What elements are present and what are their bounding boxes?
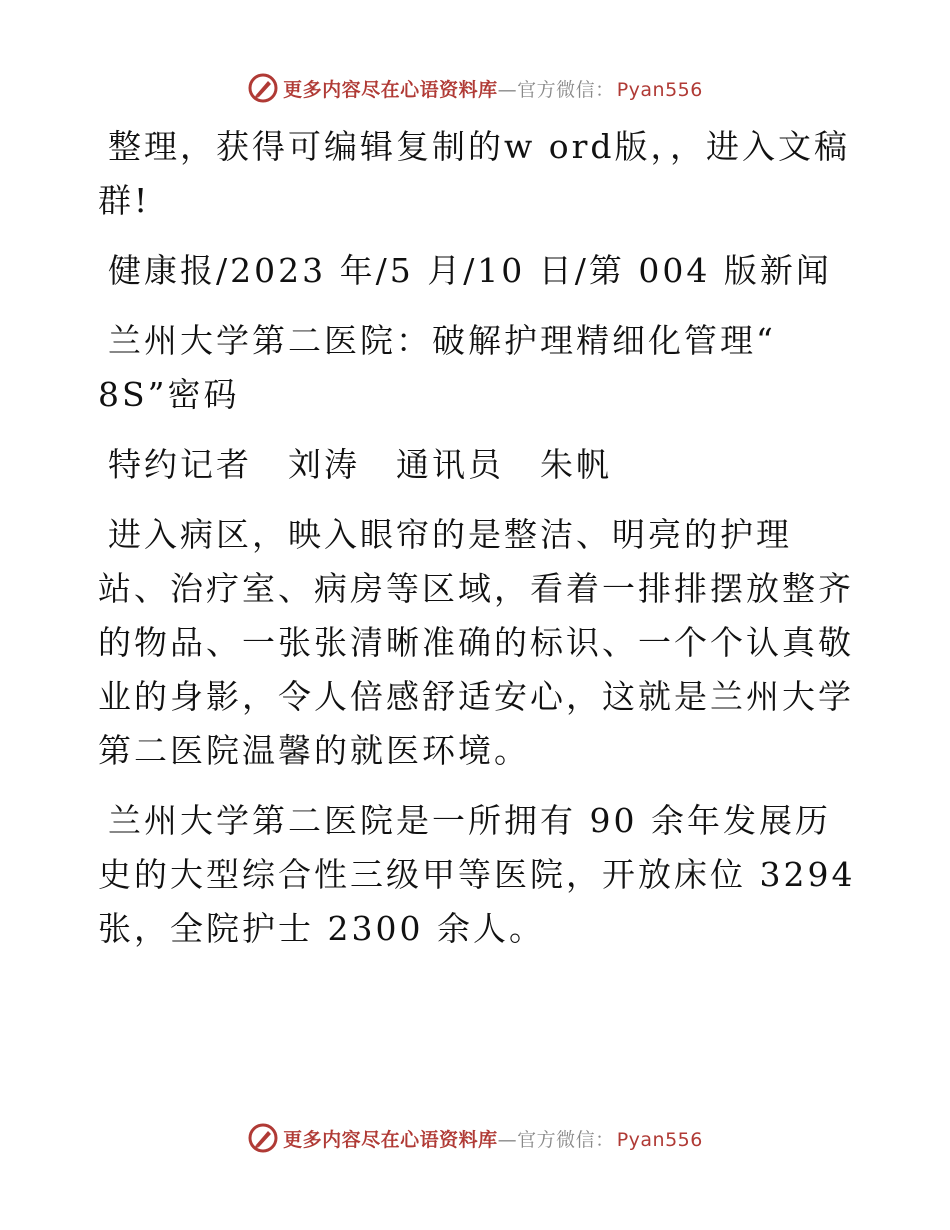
article-title: 兰州大学第二医院：破解护理精细化管理“ 8S”密码 [98, 321, 776, 414]
watermark-text: 更多内容尽在心语资料库—官方微信： Pyan556 [283, 78, 703, 101]
paragraph-byline: 特约记者 刘涛 通讯员 朱帆 [108, 445, 612, 484]
document-body [98, 120, 858, 972]
watermark-header [0, 72, 950, 104]
paragraph-body-2: 兰州大学第二医院是一所拥有 90 余年发展历史的大型综合性三级甲等医院，开放床位 3294 张，全院护士 2300 余人。 [98, 801, 856, 948]
paragraph-intro: 整理，获得可编辑复制的w ord版，，进入文稿群! [98, 127, 851, 220]
pen-logo-icon [247, 1122, 279, 1154]
watermark-text: 更多内容尽在心语资料库—官方微信： Pyan556 [283, 1128, 703, 1151]
paragraph-body-1: 进入病区，映入眼帘的是整洁、明亮的护理站、治疗室、病房等区域，看着一排排摆放整齐的物品、一张张清晰准确的标识、一个个认真敬业的身影，令人倍感舒适安心，这就是兰州大学第二医院温馨的就医环境。 [98, 515, 854, 770]
paragraph-source: 健康报/2023 年/5 月/10 日/第 004 版新闻 [108, 251, 832, 290]
pen-logo-icon [247, 72, 279, 104]
watermark-footer [0, 1122, 950, 1154]
